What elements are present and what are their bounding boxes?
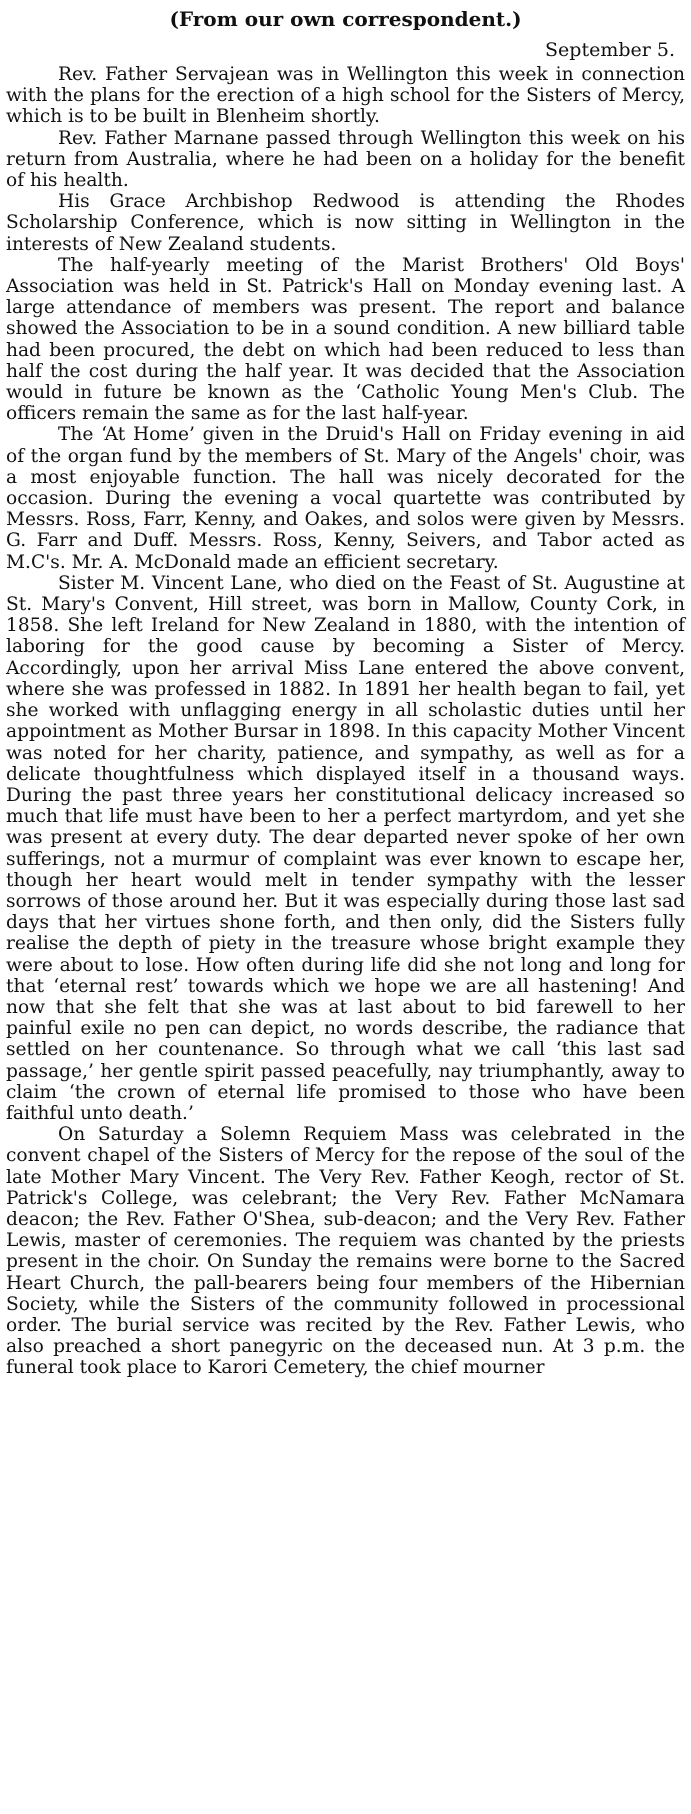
paragraph-at-home: The ‘At Home’ given in the Druid's Hall on Friday evening in aid of the organ fund by the members of St. Mary of the Angels' choir, was a most enjoyable function. The hall was nicely decorated for the occasion. During the evening a vocal quartette was contributed by Messrs. Ross, Farr, Kenny, and Oakes, and solos were given by Messrs. G. Farr and Duff. Messrs. Ross, Kenny, Seivers, and Tabor acted as M.C's. Mr. A. McDonald made an efficient secretary. xyxy=(6,424,685,573)
paragraph-sister-vincent-lane: Sister M. Vincent Lane, who died on the Feast of St. Augustine at St. Mary's Convent, Hill street, was born in Mallow, County Cork, in 1858. She left Ireland for New Zealand in 1880, with the intention of laboring for the good cause by becoming a Sister of Mercy. Accordingly, upon her arrival Miss Lane entered the above convent, where she was professed in 1882. In 1891 her health began to fail, yet she worked with unflagging energy in all scholastic duties until her appointment as Mother Bursar in 1898. In this capacity Mother Vincent was noted for her charity, patience, and sympathy, as well as for a delicate thoughtfulness which displayed itself in a thousand ways. During the past three years her constitutional delicacy increased so much that life must have been to her a perfect martyrdom, and yet she was present at every duty. The dear departed never spoke of her own sufferings, not a murmur of complaint was ever known to escape her, though her heart would melt in tender sympathy with the lesser sorrows of those around her. But it was especially during those last sad days that her virtues shone forth, and then only, did the Sisters fully realise the depth of piety in the treasure whose bright example they were about to lose. How often during life did she not long and long for that ‘eternal rest’ towards which we hope we are all hastening! And now that she felt that she was at last about to bid farewell to her painful exile no pen can depict, no words describe, the radiance that settled on her countenance. So through what we call ‘this last sad passage,’ her gentle spirit passed peacefully, nay triumphantly, away to claim ‘the crown of eternal life promised to those who have been faithful unto death.’ xyxy=(6,572,685,1124)
paragraph-archbishop-redwood: His Grace Archbishop Redwood is attending the Rhodes Scholarship Conference, which is now sitting in Wellington in the interests of New Zealand students. xyxy=(6,191,685,255)
paragraph-requiem-mass: On Saturday a Solemn Requiem Mass was celebrated in the convent chapel of the Sisters of Mercy for the repose of the soul of the late Mother Mary Vincent. The Very Rev. Father Keogh, rector of St. Patrick's College, was celebrant; the Very Rev. Father McNamara deacon; the Rev. Father O'Shea, sub-deacon; and the Very Rev. Father Lewis, master of ceremonies. The requiem was chanted by the priests present in the choir. On Sunday the remains were borne to the Sacred Heart Church, the pall-bearers being four members of the Hibernian Society, while the Sisters of the community followed in processional order. The burial service was recited by the Rev. Father Lewis, who also preached a short panegyric on the deceased nun. At 3 p.m. the funeral took place to Karori Cemetery, the chief mourner xyxy=(6,1124,685,1379)
dateline: September 5. xyxy=(545,39,675,61)
byline: (From our own correspondent.) xyxy=(169,7,522,31)
paragraph-servajean: Rev. Father Servajean was in Wellington this week in connection with the plans for the erection of a high school for the Sisters of Mercy, which is to be built in Blenheim shortly. xyxy=(6,64,685,128)
paragraph-marnane: Rev. Father Marnane passed through Wellington this week on his return from Australia, where he had been on a holiday for the benefit of his health. xyxy=(6,127,685,192)
paragraph-old-boys-association: The half-yearly meeting of the Marist Brothers' Old Boys' Association was held in St. Patrick's Hall on Monday evening last. A large attendance of members was present. The report and balance showed the Association to be in a sound condition. A new billiard table had been procured, the debt on which had been reduced to less than half the cost during the half year. It was decided that the Association would in future be known as the ‘Catholic Young Men's Club. The officers remain the same as for the last half-year. xyxy=(6,254,685,425)
